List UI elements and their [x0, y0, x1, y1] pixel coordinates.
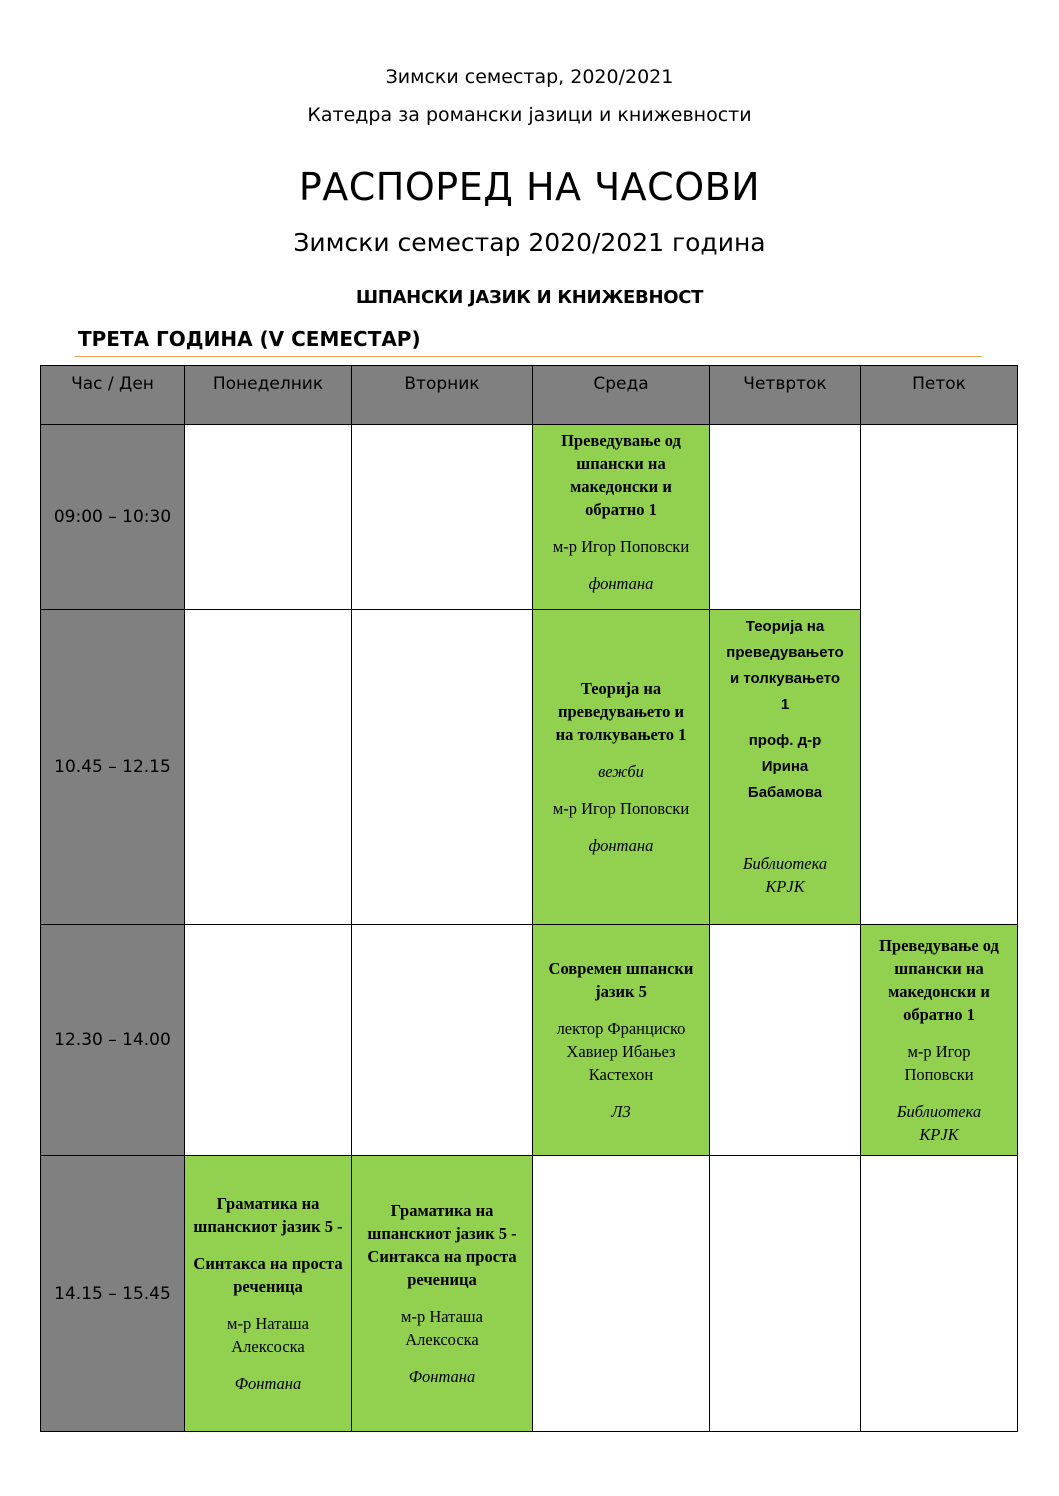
class-title: 1 — [780, 696, 790, 713]
class-fri-slot3 — [860, 924, 1018, 1156]
class-title: шпанскиот јазик 5 - — [193, 1217, 343, 1236]
class-room: КРЈК — [919, 1125, 959, 1144]
year-heading: ТРЕТА ГОДИНА (V СЕМЕСТАР) — [78, 327, 421, 351]
class-room: фонтана — [588, 836, 654, 855]
class-title: реченица — [233, 1277, 303, 1296]
class-room: Фонтана — [234, 1374, 302, 1393]
class-title: и толкувањето — [729, 670, 841, 687]
department-line: Катедра за романски јазици и книжевности — [307, 104, 752, 126]
class-teacher: лектор Франциско — [556, 1019, 686, 1038]
empty-cell — [709, 424, 861, 610]
class-thu-slot2 — [709, 609, 861, 925]
heading-underline — [75, 356, 982, 357]
class-title: македонски и — [570, 477, 672, 496]
class-teacher: Алексоска — [405, 1330, 479, 1349]
page-title: РАСПОРЕД НА ЧАСОВИ — [298, 165, 761, 209]
class-title: Преведување од — [561, 431, 681, 450]
empty-cell — [184, 609, 352, 925]
semester-line: Зимски семестар, 2020/2021 — [385, 66, 674, 88]
empty-cell — [184, 424, 352, 610]
class-title: Современ шпански — [548, 959, 694, 978]
class-wed-slot1 — [532, 424, 710, 610]
class-title: шпанскиот јазик 5 - — [367, 1224, 517, 1243]
time-slot-3: 12.30 – 14.00 — [40, 924, 185, 1156]
class-room: Библиотека — [742, 854, 828, 873]
empty-cell — [351, 609, 533, 925]
column-header-tuesday: Вторник — [351, 365, 533, 425]
class-teacher: Алексоска — [231, 1337, 305, 1356]
class-title: македонски и — [888, 982, 990, 1001]
empty-cell — [709, 1155, 861, 1432]
class-title: Синтакса на проста — [367, 1247, 517, 1266]
empty-cell — [351, 924, 533, 1156]
class-teacher: Бабамова — [747, 784, 823, 801]
class-wed-slot2 — [532, 609, 710, 925]
class-mon-slot4 — [184, 1155, 352, 1432]
class-room: Л3 — [611, 1102, 631, 1121]
class-title: Теорија на — [580, 679, 662, 698]
class-teacher: Кастехон — [588, 1065, 654, 1084]
empty-cell — [351, 424, 533, 610]
class-title: обратно 1 — [585, 500, 657, 519]
class-title: шпански на — [894, 959, 984, 978]
time-slot-4: 14.15 – 15.45 — [40, 1155, 185, 1432]
class-title: преведувањето и — [557, 702, 685, 721]
empty-cell — [860, 424, 1018, 925]
class-teacher: проф. д-р — [748, 732, 822, 749]
class-type: вежби — [598, 762, 644, 781]
class-title: реченица — [407, 1270, 477, 1289]
page-subtitle: Зимски семестар 2020/2021 година — [293, 228, 766, 257]
class-teacher: м-р Игор Поповски — [552, 799, 690, 818]
class-teacher: м-р Наташа — [227, 1314, 309, 1333]
class-tue-slot4 — [351, 1155, 533, 1432]
class-teacher: м-р Игор Поповски — [552, 537, 690, 556]
class-room: Фонтана — [408, 1367, 476, 1386]
class-room: КРЈК — [765, 877, 805, 896]
class-teacher: м-р Игор — [907, 1042, 971, 1061]
column-header-monday: Понеделник — [184, 365, 352, 425]
empty-cell — [532, 1155, 710, 1432]
class-title: преведувањето — [726, 644, 844, 661]
class-title: Преведување од — [879, 936, 999, 955]
class-teacher: м-р Наташа — [401, 1307, 483, 1326]
class-title: јазик 5 — [595, 982, 647, 1001]
class-title: Теорија на — [745, 618, 825, 635]
class-title: шпански на — [576, 454, 666, 473]
empty-cell — [860, 1155, 1018, 1432]
class-teacher: Хавиер Ибањез — [566, 1042, 676, 1061]
time-slot-2: 10.45 – 12.15 — [40, 609, 185, 925]
class-title: на толкувањето 1 — [555, 725, 687, 744]
class-room: фонтана — [588, 574, 654, 593]
empty-cell — [184, 924, 352, 1156]
column-header-time: Час / Ден — [40, 365, 185, 425]
class-title: обратно 1 — [903, 1005, 975, 1024]
column-header-wednesday: Среда — [532, 365, 710, 425]
class-teacher: Ирина — [761, 758, 809, 775]
time-slot-1: 09:00 – 10:30 — [40, 424, 185, 610]
class-title: Синтакса на проста — [193, 1254, 343, 1273]
class-teacher: Поповски — [904, 1065, 974, 1084]
column-header-friday: Петок — [860, 365, 1018, 425]
class-title: Граматика на — [390, 1201, 494, 1220]
class-title: Граматика на — [216, 1194, 320, 1213]
program-name: ШПАНСКИ ЈАЗИК И КНИЖЕВНОСТ — [355, 287, 704, 308]
column-header-thursday: Четврток — [709, 365, 861, 425]
class-wed-slot3 — [532, 924, 710, 1156]
class-room: Библиотека — [896, 1102, 982, 1121]
empty-cell — [709, 924, 861, 1156]
